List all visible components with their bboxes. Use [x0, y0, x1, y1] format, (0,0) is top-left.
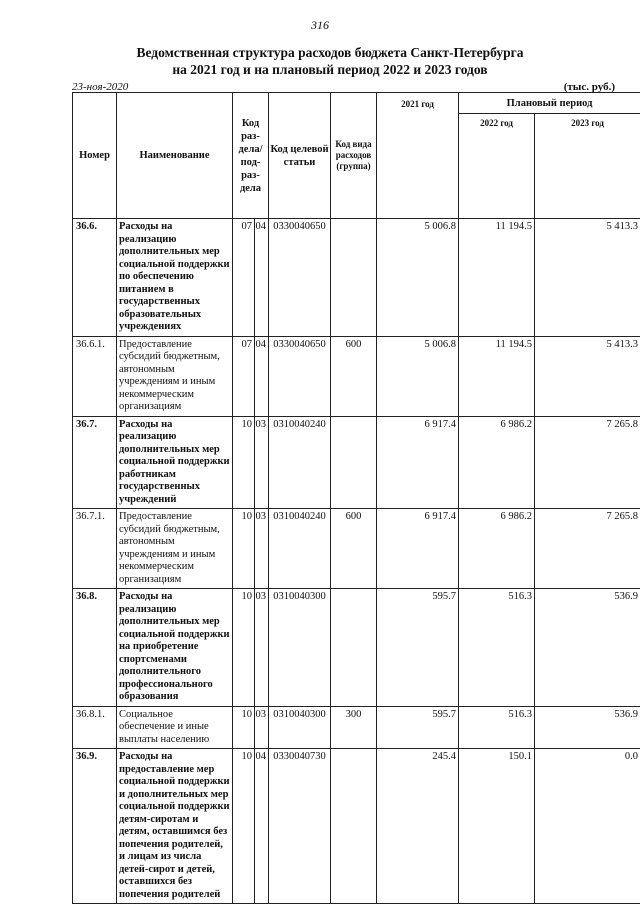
row-number: 36.8. [73, 589, 117, 707]
header-2023: 2023 год [535, 114, 640, 219]
row-value-2022: 11 194.5 [459, 336, 535, 416]
row-target: 0330040730 [269, 749, 331, 904]
row-target: 0330040650 [269, 336, 331, 416]
row-section: 07 [233, 336, 255, 416]
row-number: 36.9. [73, 749, 117, 904]
row-value-2023: 5 413.3 [535, 219, 640, 337]
row-subsection: 03 [255, 706, 269, 749]
row-target: 0310040300 [269, 706, 331, 749]
row-target: 0310040300 [269, 589, 331, 707]
row-number: 36.6. [73, 219, 117, 337]
row-target: 0310040240 [269, 509, 331, 589]
row-value-2021: 595.7 [377, 706, 459, 749]
row-subsection: 03 [255, 416, 269, 509]
row-subsection: 04 [255, 219, 269, 337]
row-subsection: 03 [255, 589, 269, 707]
row-value-2022: 6 986.2 [459, 509, 535, 589]
row-type: 600 [331, 336, 377, 416]
row-name: Социальное обеспечение и иные выплаты населению [117, 706, 233, 749]
row-target: 0310040240 [269, 416, 331, 509]
row-value-2022: 6 986.2 [459, 416, 535, 509]
row-value-2021: 6 917.4 [377, 509, 459, 589]
row-subsection: 04 [255, 336, 269, 416]
document-date: 23-ноя-2020 [72, 81, 129, 93]
row-type: 600 [331, 509, 377, 589]
budget-table [72, 92, 640, 904]
table-row [73, 509, 640, 589]
row-name: Расходы на реализацию дополнительных мер социальной поддержки на приобретение спортсменами дополнительного профессионального образования [117, 589, 233, 707]
row-type [331, 219, 377, 337]
title-line-2: на 2021 год и на плановый период 2022 и 2023 годов [172, 62, 488, 77]
row-value-2023: 536.9 [535, 706, 640, 749]
units-label: (тыс. руб.) [563, 81, 615, 93]
row-value-2021: 595.7 [377, 589, 459, 707]
header-planned: Плановый период [459, 93, 640, 114]
header-number: Номер [73, 93, 117, 219]
row-number: 36.8.1. [73, 706, 117, 749]
header-2021: 2021 год [377, 93, 459, 219]
table-row [73, 336, 640, 416]
row-number: 36.7. [73, 416, 117, 509]
row-value-2021: 5 006.8 [377, 219, 459, 337]
row-name: Расходы на реализацию дополнительных мер социальной поддержки по обеспечению питанием в государственных образовательных учреждениях [117, 219, 233, 337]
table-row [73, 749, 640, 904]
row-type [331, 749, 377, 904]
row-value-2022: 11 194.5 [459, 219, 535, 337]
row-subsection: 03 [255, 509, 269, 589]
row-subsection: 04 [255, 749, 269, 904]
table-row [73, 416, 640, 509]
row-target: 0330040650 [269, 219, 331, 337]
header-type: Код вида расходов (группа) [331, 93, 377, 219]
header-section: Код раз- дела/ под- раз- дела [233, 93, 269, 219]
row-section: 10 [233, 749, 255, 904]
row-value-2021: 6 917.4 [377, 416, 459, 509]
row-value-2023: 5 413.3 [535, 336, 640, 416]
row-section: 10 [233, 589, 255, 707]
row-section: 10 [233, 706, 255, 749]
row-type: 300 [331, 706, 377, 749]
header-name: Наименование [117, 93, 233, 219]
row-value-2022: 516.3 [459, 589, 535, 707]
row-section: 07 [233, 219, 255, 337]
row-section: 10 [233, 509, 255, 589]
header-2022: 2022 год [459, 114, 535, 219]
row-type [331, 416, 377, 509]
table-row [73, 706, 640, 749]
row-name: Предоставление субсидий бюджетным, автономным учреждениям и иным некоммерческим организациям [117, 509, 233, 589]
table-row [73, 589, 640, 707]
row-value-2022: 150.1 [459, 749, 535, 904]
row-name: Предоставление субсидий бюджетным, автономным учреждениям и иным некоммерческим организациям [117, 336, 233, 416]
row-value-2023: 0.0 [535, 749, 640, 904]
page-number: 316 [311, 18, 329, 32]
row-value-2022: 516.3 [459, 706, 535, 749]
row-value-2021: 245.4 [377, 749, 459, 904]
title-line-1: Ведомственная структура расходов бюджета Санкт-Петербурга [136, 45, 524, 60]
row-section: 10 [233, 416, 255, 509]
row-name: Расходы на предоставление мер социальной поддержки и дополнительных мер социальной поддержки детям-сиротам и детям, оставшимся без попечения родителей, и лицам из числа детей-сирот и детей, оставшихся без попечения родителей [117, 749, 233, 904]
row-name: Расходы на реализацию дополнительных мер социальной поддержки работникам государственных учреждений [117, 416, 233, 509]
row-number: 36.7.1. [73, 509, 117, 589]
row-value-2023: 7 265.8 [535, 416, 640, 509]
row-value-2023: 7 265.8 [535, 509, 640, 589]
table-row [73, 219, 640, 337]
row-value-2021: 5 006.8 [377, 336, 459, 416]
header-target: Код целевой статьи [269, 93, 331, 219]
row-number: 36.6.1. [73, 336, 117, 416]
row-value-2023: 536.9 [535, 589, 640, 707]
row-type [331, 589, 377, 707]
document-title [60, 44, 600, 78]
